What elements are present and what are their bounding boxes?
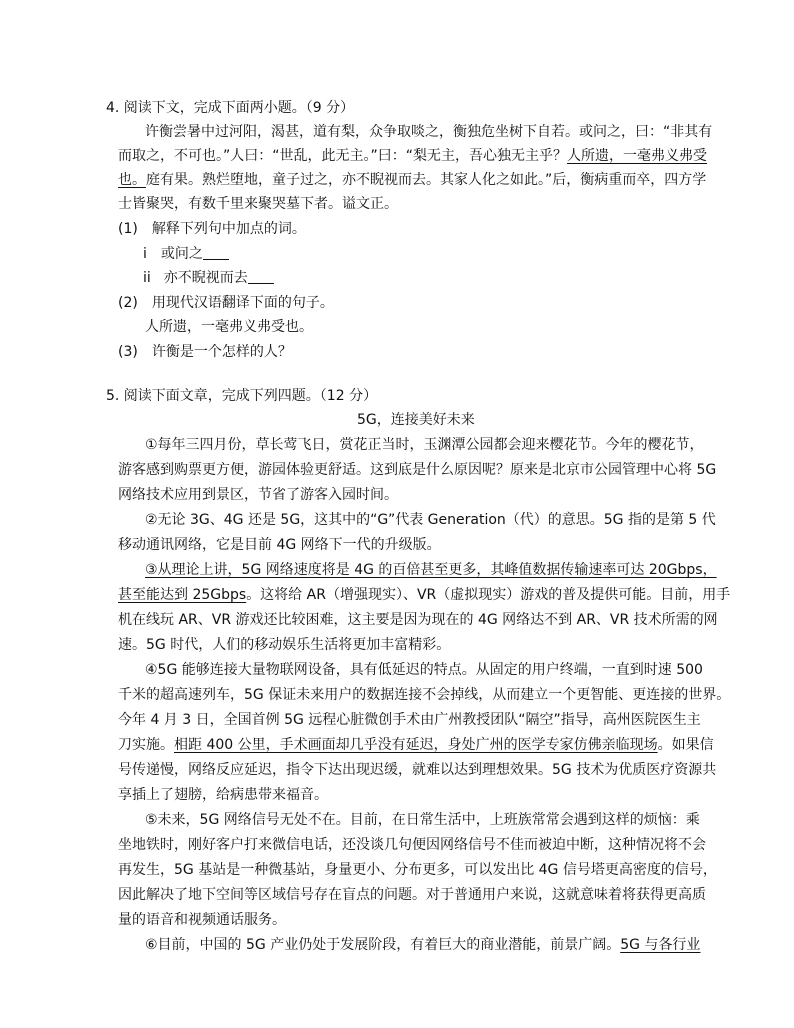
p4-line-4 [118, 735, 714, 755]
q4-title: 4. 阅读下文，完成下面两小题。（9 分） [106, 100, 355, 116]
q4-sub1-ii-number: ii [143, 270, 151, 286]
p6-line-1-text: ⑥目前，中国的 5G 产业仍处于发展阶段，有着巨大的商业潜能，前景广阔。 [145, 937, 621, 953]
p4-line-4-start: 刀实施。 [118, 737, 174, 753]
q4-passage-line-3 [118, 170, 706, 190]
p2-line-2: 移动通讯网络，它是目前 4G 网络下一代的升级版。 [118, 537, 441, 553]
p5-line-1: ⑤未来，5G 网络信号无处不在。目前，在日常生活中，上班族常常会遇到这样的烦恼：乘 [145, 812, 700, 828]
p3-line-4: 速。5G 时代，人们的移动娱乐生活将更加丰富精彩。 [118, 637, 451, 653]
answer-blank[interactable] [248, 269, 274, 284]
q4-sub1-text: 解释下列句中加点的词。 [151, 221, 306, 237]
p4-line-4-end: 。如果信 [657, 737, 714, 753]
q4-sub2-sentence: 人所遗，一毫弗义弗受也。 [145, 319, 313, 335]
p3-line-1 [145, 560, 717, 580]
q5-title: 5. 阅读下面文章，完成下列四题。（12 分） [106, 388, 378, 404]
p4-line-3: 今年 4 月 3 日，全国首例 5G 远程心脏微创手术由广州教授团队“隔空”指导，高州医院医生主 [118, 712, 701, 728]
p3-line-2-text: 。这将给 AR（增强现实）、VR（虚拟现实）游戏的普及提供可能。目前，用手 [246, 587, 731, 603]
q4-sub3 [118, 342, 292, 362]
p1-line-3: 网络技术应用到景区，节省了游客入园时间。 [118, 487, 398, 503]
p6-underlined-start: 5G 与各行业 [620, 937, 701, 953]
q4-sub2 [118, 293, 334, 313]
p5-line-3: 再发生，5G 基站是一种微基站，身量更小、分布更多，可以发出比 4G 信号塔更高密度的信号， [118, 862, 717, 878]
q4-sub1 [118, 219, 306, 239]
p5-line-5: 量的语音和视频通话服务。 [118, 912, 286, 928]
p4-line-6: 享插上了翅膀，给病患带来福音。 [118, 787, 328, 803]
q4-sub1-i-number: i [143, 246, 147, 262]
p6-line-1 [145, 935, 700, 955]
p5-line-4: 因此解决了地下空间等区域信号存在盲点的问题。对于普通用户来说，这就意味着将获得更高质 [118, 887, 706, 903]
p4-underlined-sentence: 相距 400 公里，手术画面却几乎没有延迟，身处广州的医学专家仿佛亲临现场 [174, 737, 658, 753]
p3-underlined-sentence: ③从理论上讲，5G 网络速度将是 4G 的百倍甚至更多，其峰值数据传输速率可达 20Gbps， [145, 562, 717, 578]
p2-line-1: ②无论 3G、4G 还是 5G，这其中的“G”代表 Generation（代）的意思。5G 指的是第 5 代 [145, 512, 716, 528]
p4-line-1: ④5G 能够连接大量物联网设备，具有低延迟的特点。从固定的用户终端，一直到时速 500 [145, 662, 703, 678]
q4-passage-line-2-text: 而取之，不可也。”人曰：“世乱，此无主。”曰：“梨无主，吾心独无主乎？ [118, 148, 568, 164]
q4-passage-underlined-end: 也。 [118, 172, 146, 188]
q4-passage-line-2 [118, 146, 707, 166]
q4-sub1-ii-text: 亦不睨视而去 [163, 270, 248, 286]
p4-line-5: 号传递慢，网络反应延迟，指令下达出现迟缓，就难以达到理想效果。5G 技术为优质医疗资源共 [118, 762, 717, 778]
q4-sub1-i [143, 244, 229, 264]
q4-sub1-ii [143, 268, 274, 288]
p4-line-2: 千米的超高速列车，5G 保证未来用户的数据连接不会掉线，从而建立一个更智能、更连接的世界。 [118, 687, 731, 703]
q4-passage-line-4: 士皆聚哭，有数千里来聚哭墓下者。谥文正。 [118, 196, 398, 212]
p1-line-1: ①每年三四月份，草长莺飞日，赏花正当时，玉渊潭公园都会迎来樱花节。今年的樱花节， [145, 437, 704, 453]
p3-line-2 [118, 585, 730, 605]
p3-underlined-end: 甚至能达到 25Gbps [118, 587, 247, 603]
q4-passage-line-3-text: 庭有果。熟烂堕地，童子过之，亦不睨视而去。其家人化之如此。”后，衡病重而卒，四方学 [146, 172, 707, 188]
answer-blank[interactable] [203, 245, 229, 260]
q4-sub1-number: (1) [118, 221, 138, 237]
q4-sub2-number: (2) [118, 295, 138, 311]
q4-sub3-text: 许衡是一个怎样的人？ [151, 344, 292, 360]
q4-sub2-text: 用现代汉语翻译下面的句子。 [151, 295, 334, 311]
p3-line-3: 机在线玩 AR、VR 游戏还比较困难，这主要是因为现在的 4G 网络达不到 AR、VR 技术所需的网 [118, 612, 718, 628]
q4-sub3-number: (3) [118, 344, 138, 360]
q4-passage-underlined-sentence: 人所遗，一毫弗义弗受 [567, 148, 708, 164]
p1-line-2: 游客感到购票更方便，游园体验更舒适。这到底是什么原因呢？原来是北京市公园管理中心将 5G [118, 462, 717, 478]
q4-passage-line-1: 许衡尝暑中过河阳，渴甚，道有梨，众争取啖之，衡独危坐树下自若。或问之，曰：“非其有 [145, 124, 713, 140]
q4-sub1-i-text: 或问之 [160, 246, 203, 262]
article-title: 5G，连接美好未来 [357, 412, 475, 428]
p5-line-2: 坐地铁时，刚好客户打来微信电话，还没谈几句便因网络信号不佳而被迫中断，这种情况将不会 [118, 837, 706, 853]
